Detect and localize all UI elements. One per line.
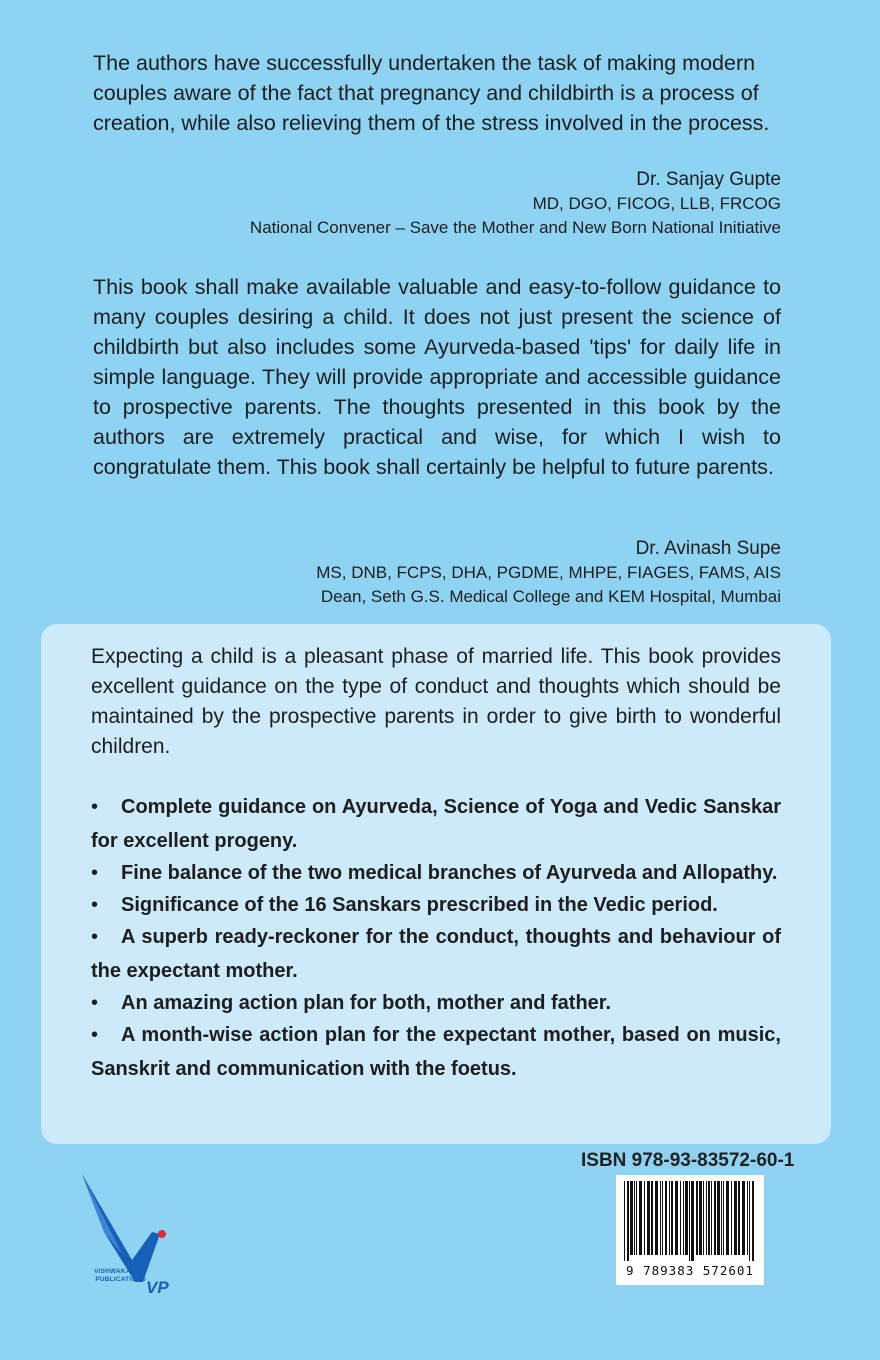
barcode-bar bbox=[723, 1181, 724, 1255]
isbn-label: ISBN 978-93-83572-60-1 bbox=[581, 1150, 795, 1171]
barcode-bar bbox=[644, 1181, 645, 1255]
barcode-bar bbox=[671, 1181, 673, 1255]
barcode-bar bbox=[660, 1181, 661, 1255]
feature-text: Significance of the 16 Sanskars prescribed in the Vedic period. bbox=[121, 894, 718, 916]
bullet-icon: • bbox=[91, 1024, 99, 1046]
barcode-bar bbox=[708, 1181, 710, 1255]
barcode-bar bbox=[742, 1181, 745, 1255]
barcode-bar bbox=[749, 1181, 750, 1261]
feature-text: Fine balance of the two medical branches of Ayurveda and Allopathy. bbox=[121, 862, 778, 884]
bullet-icon: • bbox=[91, 862, 99, 884]
barcode-bar bbox=[711, 1181, 712, 1255]
bullet-icon: • bbox=[91, 796, 99, 818]
feature-list bbox=[91, 790, 781, 1084]
testimonial-2-credentials: MS, DNB, FCPS, DHA, PGDME, MHPE, FIAGES, FAMS, AIS bbox=[316, 563, 781, 582]
barcode-bar bbox=[691, 1181, 694, 1261]
barcode-bar bbox=[689, 1181, 690, 1261]
testimonial-1-attribution bbox=[250, 168, 781, 240]
barcode-bar bbox=[651, 1181, 653, 1255]
testimonial-1-role: National Convener – Save the Mother and New Born National Initiative bbox=[249, 218, 781, 237]
barcode-number: 9 789383 572601 bbox=[626, 1263, 754, 1278]
description-panel bbox=[41, 624, 831, 1144]
feature-item bbox=[91, 888, 781, 922]
feature-text: Complete guidance on Ayurveda, Science of Yoga and Vedic Sanskar for excellent progeny. bbox=[91, 796, 781, 852]
bullet-icon: • bbox=[91, 894, 99, 916]
barcode-bar bbox=[752, 1181, 754, 1261]
barcode-bar bbox=[624, 1181, 625, 1261]
feature-item bbox=[91, 1018, 781, 1086]
barcode-bar bbox=[683, 1181, 684, 1255]
barcode-bar bbox=[655, 1181, 658, 1255]
barcode-bar bbox=[706, 1181, 707, 1255]
publisher-logo bbox=[74, 1172, 184, 1307]
barcode-bar bbox=[680, 1181, 681, 1255]
barcode-bar bbox=[636, 1181, 637, 1255]
barcode-bars bbox=[622, 1181, 758, 1261]
publisher-logo-v-icon bbox=[74, 1172, 184, 1282]
bullet-icon: • bbox=[91, 926, 99, 948]
publisher-abbrev: VP bbox=[146, 1278, 169, 1297]
barcode-bar bbox=[669, 1181, 670, 1255]
barcode-bar bbox=[703, 1181, 704, 1255]
feature-text: A month-wise action plan for the expectant mother, based on music, Sanskrit and communication with the foetus. bbox=[91, 1024, 781, 1080]
feature-text: An amazing action plan for both, mother and father. bbox=[121, 992, 612, 1014]
barcode bbox=[616, 1175, 764, 1285]
barcode-bar bbox=[747, 1181, 748, 1255]
testimonial-2-name: Dr. Avinash Supe bbox=[635, 538, 781, 559]
barcode-bar bbox=[738, 1181, 740, 1255]
barcode-bar bbox=[675, 1181, 678, 1255]
testimonial-2-text: This book shall make available valuable and easy-to-follow guidance to many couples desiring a child. It does not just present the science of childbirth but also includes some Ayurveda-based 'tips' for daily life in simple language. They will provide appropriate and accessible guidance to prospective parents. The thoughts presented in this book by the authors are extremely practical and wise, for which I wish to congratulate them. This book shall certainly be helpful to future parents. bbox=[93, 275, 781, 479]
testimonial-1-text: The authors have successfully undertaken the task of making modern couples aware of the fact that pregnancy and childbirth is a process of creation, while also relieving them of the stress involved in the process. bbox=[93, 51, 770, 135]
testimonial-1-name: Dr. Sanjay Gupte bbox=[636, 169, 781, 190]
feature-item bbox=[91, 856, 781, 890]
barcode-bar bbox=[717, 1181, 720, 1255]
barcode-bar bbox=[714, 1181, 716, 1255]
publisher-name-line2: PUBLICATIONS bbox=[95, 1276, 146, 1283]
panel-intro: Expecting a child is a pleasant phase of married life. This book provides excellent guidance on the type of conduct and thoughts which should be maintained by the prospective parents in order to give birth to wonderful children. bbox=[91, 645, 781, 758]
feature-item bbox=[91, 790, 781, 858]
barcode-bar bbox=[665, 1181, 667, 1255]
barcode-bar bbox=[639, 1181, 642, 1255]
barcode-bar bbox=[662, 1181, 663, 1255]
testimonial-1-credentials: MD, DGO, FICOG, LLB, FRCOG bbox=[532, 194, 781, 213]
barcode-bar bbox=[634, 1181, 635, 1255]
barcode-bar bbox=[734, 1181, 737, 1255]
bullet-icon: • bbox=[91, 992, 99, 1014]
feature-item bbox=[91, 920, 781, 988]
publisher-name bbox=[76, 1268, 146, 1284]
barcode-bar bbox=[696, 1181, 698, 1255]
barcode-bar bbox=[721, 1181, 722, 1255]
publisher-name-line1: VISHWAKARMA bbox=[93, 1268, 146, 1275]
barcode-bar bbox=[731, 1181, 732, 1255]
barcode-bar bbox=[630, 1181, 633, 1255]
feature-item bbox=[91, 986, 781, 1020]
feature-text: A superb ready-reckoner for the conduct, thoughts and behaviour of the expectant mother. bbox=[91, 926, 781, 982]
barcode-bar bbox=[685, 1181, 688, 1255]
barcode-bar bbox=[726, 1181, 729, 1255]
testimonial-2-attribution bbox=[316, 537, 781, 609]
barcode-bar bbox=[647, 1181, 650, 1255]
barcode-bar bbox=[627, 1181, 629, 1261]
barcode-bar bbox=[699, 1181, 702, 1255]
testimonial-2-role: Dean, Seth G.S. Medical College and KEM Hospital, Mumbai bbox=[320, 587, 781, 606]
